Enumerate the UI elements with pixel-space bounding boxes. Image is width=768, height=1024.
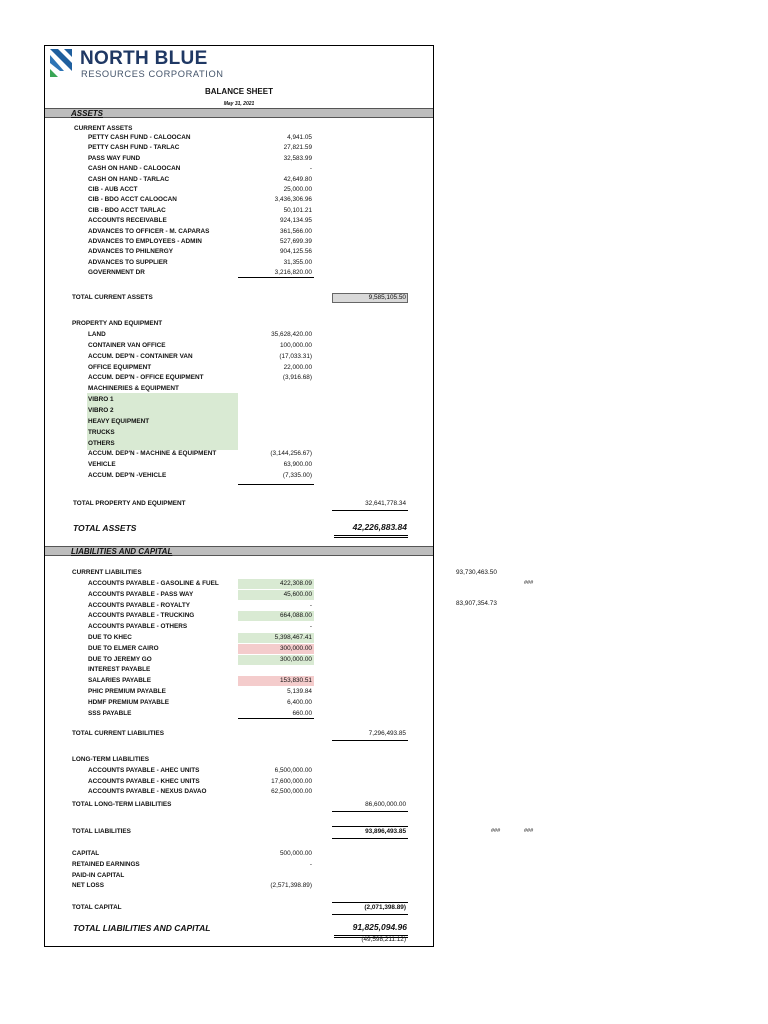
line-item-value: -: [309, 860, 312, 868]
line-item-label: ACCUM. DEP'N - CONTAINER VAN: [88, 352, 193, 360]
underline: [332, 740, 408, 741]
line-item-value: 63,900.00: [283, 461, 312, 469]
line-item-value: 32,583.99: [283, 154, 312, 162]
line-item-value: 5,139.84: [287, 688, 312, 695]
total-liab-capital-label: TOTAL LIABILITIES AND CAPITAL: [73, 923, 211, 933]
total-liab-capital-value: 91,825,094.96: [352, 922, 407, 932]
line-item-label: ACCOUNTS PAYABLE - KHEC UNITS: [88, 777, 200, 785]
line-item-value: 6,400.00: [287, 698, 312, 706]
line-item-label: PHIC PREMIUM PAYABLE: [88, 688, 166, 695]
company-logo-icon: [50, 49, 72, 77]
company-subname: RESOURCES CORPORATION: [81, 69, 224, 79]
line-item-label: RETAINED EARNINGS: [72, 860, 140, 868]
line-item-value: 31,355.00: [283, 258, 312, 266]
line-item-value: 422,308.09: [280, 580, 312, 587]
underline: [332, 811, 408, 812]
line-item-value: (3,916.68): [282, 374, 312, 382]
line-item-label: NET LOSS: [72, 882, 104, 890]
underline: [238, 718, 314, 719]
line-item-label: MACHINERIES & EQUIPMENT: [88, 385, 179, 393]
line-item-value: 25,000.00: [283, 186, 312, 193]
line-item-value: (7,335.00): [282, 472, 312, 480]
line-item-value: 660.00: [292, 709, 312, 717]
line-item-value: (3,144,256.67): [270, 450, 312, 458]
line-item-value: 27,821.59: [283, 144, 312, 152]
total-assets-value: 42,226,883.84: [352, 522, 407, 532]
line-item-value: 17,600,000.00: [271, 777, 312, 785]
line-item-label: VEHICLE: [88, 461, 116, 469]
underline: [238, 277, 314, 278]
line-item-label: ACCUM. DEP'N - MACHINE & EQUIPMENT: [88, 450, 217, 458]
line-item-value: -: [309, 623, 312, 631]
line-item-value: 500,000.00: [280, 850, 312, 857]
line-item-label: OFFICE EQUIPMENT: [88, 363, 152, 371]
line-item-label: CONTAINER VAN OFFICE: [88, 341, 166, 349]
line-item-value: -: [309, 165, 312, 173]
ppe-heading: PROPERTY AND EQUIPMENT: [72, 320, 163, 327]
total-current-liabilities-label: TOTAL CURRENT LIABILITIES: [72, 730, 164, 737]
line-item-value: 50,101.21: [283, 206, 312, 214]
line-item-value: 100,000.00: [280, 341, 312, 349]
line-item-label: ACCOUNTS PAYABLE - GASOLINE & FUEL: [88, 580, 219, 587]
total-long-term-label: TOTAL LONG-TERM LIABILITIES: [72, 801, 172, 808]
line-item-label: VIBRO 1: [88, 396, 114, 404]
line-item-label: DUE TO JEREMY GO: [88, 655, 152, 663]
total-liabilities-label: TOTAL LIABILITIES: [72, 828, 131, 835]
total-capital-label: TOTAL CAPITAL: [72, 904, 122, 911]
underline: [332, 838, 408, 839]
underline: [332, 902, 408, 903]
underline: [238, 484, 314, 485]
line-item-label: CIB - AUB ACCT: [88, 186, 138, 193]
company-name: NORTH BLUE: [80, 48, 208, 69]
double-underline: [334, 537, 408, 538]
line-item-label: CIB - BDO ACCT CALOOCAN: [88, 196, 177, 204]
line-item-value: 42,649.80: [283, 175, 312, 183]
line-item-label: ADVANCES TO EMPLOYEES - ADMIN: [88, 238, 202, 245]
line-item-label: DUE TO KHEC: [88, 634, 132, 641]
line-item-value: 4,941.05: [287, 134, 312, 141]
line-item-label: PETTY CASH FUND - TARLAC: [88, 144, 180, 152]
side-note: ###: [491, 828, 501, 834]
line-item-label: OTHERS: [88, 439, 115, 447]
line-item-label: ACCUM. DEP'N -VEHICLE: [88, 472, 167, 480]
total-long-term-value: 86,600,000.00: [365, 801, 406, 808]
line-item-label: PETTY CASH FUND - CALOOCAN: [88, 134, 191, 141]
line-item-label: DUE TO ELMER CAIRO: [88, 644, 159, 652]
line-item-label: GOVERNMENT DR: [88, 269, 145, 277]
assets-section-label: ASSETS: [71, 109, 104, 118]
line-item-label: CASH ON HAND - TARLAC: [88, 175, 170, 183]
line-item-label: HDMF PREMIUM PAYABLE: [88, 698, 170, 706]
balance-sheet: [44, 45, 434, 947]
line-item-value: 6,500,000.00: [274, 767, 312, 774]
line-item-label: ADVANCES TO PHILNERGY: [88, 248, 173, 256]
line-item-value: 3,216,820.00: [274, 269, 312, 277]
line-item-label: INTEREST PAYABLE: [88, 666, 151, 674]
line-item-label: ACCOUNTS PAYABLE - PASS WAY: [88, 590, 194, 598]
side-note: 83,907,354.73: [456, 600, 497, 607]
line-item-label: ACCOUNTS PAYABLE - NEXUS DAVAO: [88, 788, 207, 795]
line-item-label: LAND: [88, 331, 106, 338]
side-note: ###: [524, 828, 534, 834]
line-item-value: 300,000.00: [280, 655, 312, 663]
line-item-label: ACCOUNTS PAYABLE - AHEC UNITS: [88, 767, 200, 774]
line-item-label: PAID-IN CAPITAL: [72, 871, 125, 879]
current-assets-heading: CURRENT ASSETS: [74, 125, 133, 132]
line-item-value: 3,436,306.96: [274, 196, 312, 204]
line-item-label: ACCOUNTS PAYABLE - ROYALTY: [88, 601, 191, 609]
total-ppe-label: TOTAL PROPERTY AND EQUIPMENT: [73, 500, 186, 507]
line-item-value: 924,134.95: [280, 217, 312, 225]
total-current-liabilities-value: 7,296,493.85: [368, 730, 406, 737]
liabilities-section-bar: [45, 546, 433, 556]
line-item-label: CIB - BDO ACCT TARLAC: [88, 206, 166, 214]
line-item-value: 22,000.00: [283, 363, 312, 371]
line-item-label: VIBRO 2: [88, 406, 114, 414]
line-item-label: ACCOUNTS PAYABLE - TRUCKING: [88, 612, 195, 620]
line-item-label: PASS WAY FUND: [88, 154, 141, 162]
assets-section-bar: [45, 108, 433, 118]
line-item-value: 45,600.00: [283, 590, 312, 598]
line-item-value: 62,500,000.00: [271, 788, 312, 795]
line-item-value: 35,628,420.00: [271, 331, 312, 338]
total-current-assets-value: 9,585,105.50: [368, 294, 406, 301]
liabilities-section-label: LIABILITIES AND CAPITAL: [71, 547, 173, 556]
line-item-value: 5,398,467.41: [274, 634, 312, 641]
line-item-value: 153,830.51: [280, 677, 312, 685]
line-item-label: SALARIES PAYABLE: [88, 677, 151, 685]
side-note: ###: [524, 580, 534, 586]
underline: [334, 535, 408, 536]
total-current-assets-label: TOTAL CURRENT ASSETS: [72, 294, 153, 301]
total-capital-value: (2,071,398.89): [364, 904, 406, 911]
line-item-value: 300,000.00: [280, 644, 312, 652]
line-item-label: ACCOUNTS RECEIVABLE: [88, 217, 167, 225]
underline: [332, 826, 408, 827]
total-liabilities-value: 93,896,493.85: [365, 828, 406, 835]
line-item-label: TRUCKS: [88, 428, 115, 436]
difference-value: (49,598,211.12): [361, 936, 406, 943]
line-item-label: CASH ON HAND - CALOOCAN: [88, 165, 181, 173]
line-item-label: ACCUM. DEP'N - OFFICE EQUIPMENT: [88, 374, 204, 382]
page-title: BALANCE SHEET: [204, 87, 273, 96]
line-item-value: (2,571,398.89): [270, 882, 312, 890]
line-item-label: ADVANCES TO SUPPLIER: [88, 258, 168, 266]
line-item-value: -: [309, 601, 312, 609]
report-date: May 31, 2021: [223, 101, 255, 107]
underline: [332, 510, 408, 511]
line-item-value: 904,125.56: [280, 248, 312, 256]
line-item-value: (17,033.31): [279, 352, 312, 360]
line-item-value: 664,088.00: [280, 612, 312, 620]
line-item-label: HEAVY EQUIPMENT: [88, 417, 150, 425]
line-item-label: CAPITAL: [72, 850, 100, 857]
line-item-value: 527,699.39: [280, 238, 312, 245]
current-liabilities-heading: CURRENT LIABILITIES: [72, 569, 142, 576]
total-assets-label: TOTAL ASSETS: [73, 523, 137, 533]
total-ppe-value: 32,641,778.34: [365, 500, 406, 507]
line-item-label: ACCOUNTS PAYABLE - OTHERS: [88, 623, 188, 631]
line-item-label: SSS PAYABLE: [88, 709, 132, 717]
line-item-value: 361,566.00: [280, 227, 312, 235]
long-term-liabilities-heading: LONG-TERM LIABILITIES: [72, 756, 150, 763]
side-note: 93,730,463.50: [456, 569, 497, 576]
underline: [332, 914, 408, 915]
line-item-label: ADVANCES TO OFFICER - M. CAPARAS: [88, 227, 210, 235]
